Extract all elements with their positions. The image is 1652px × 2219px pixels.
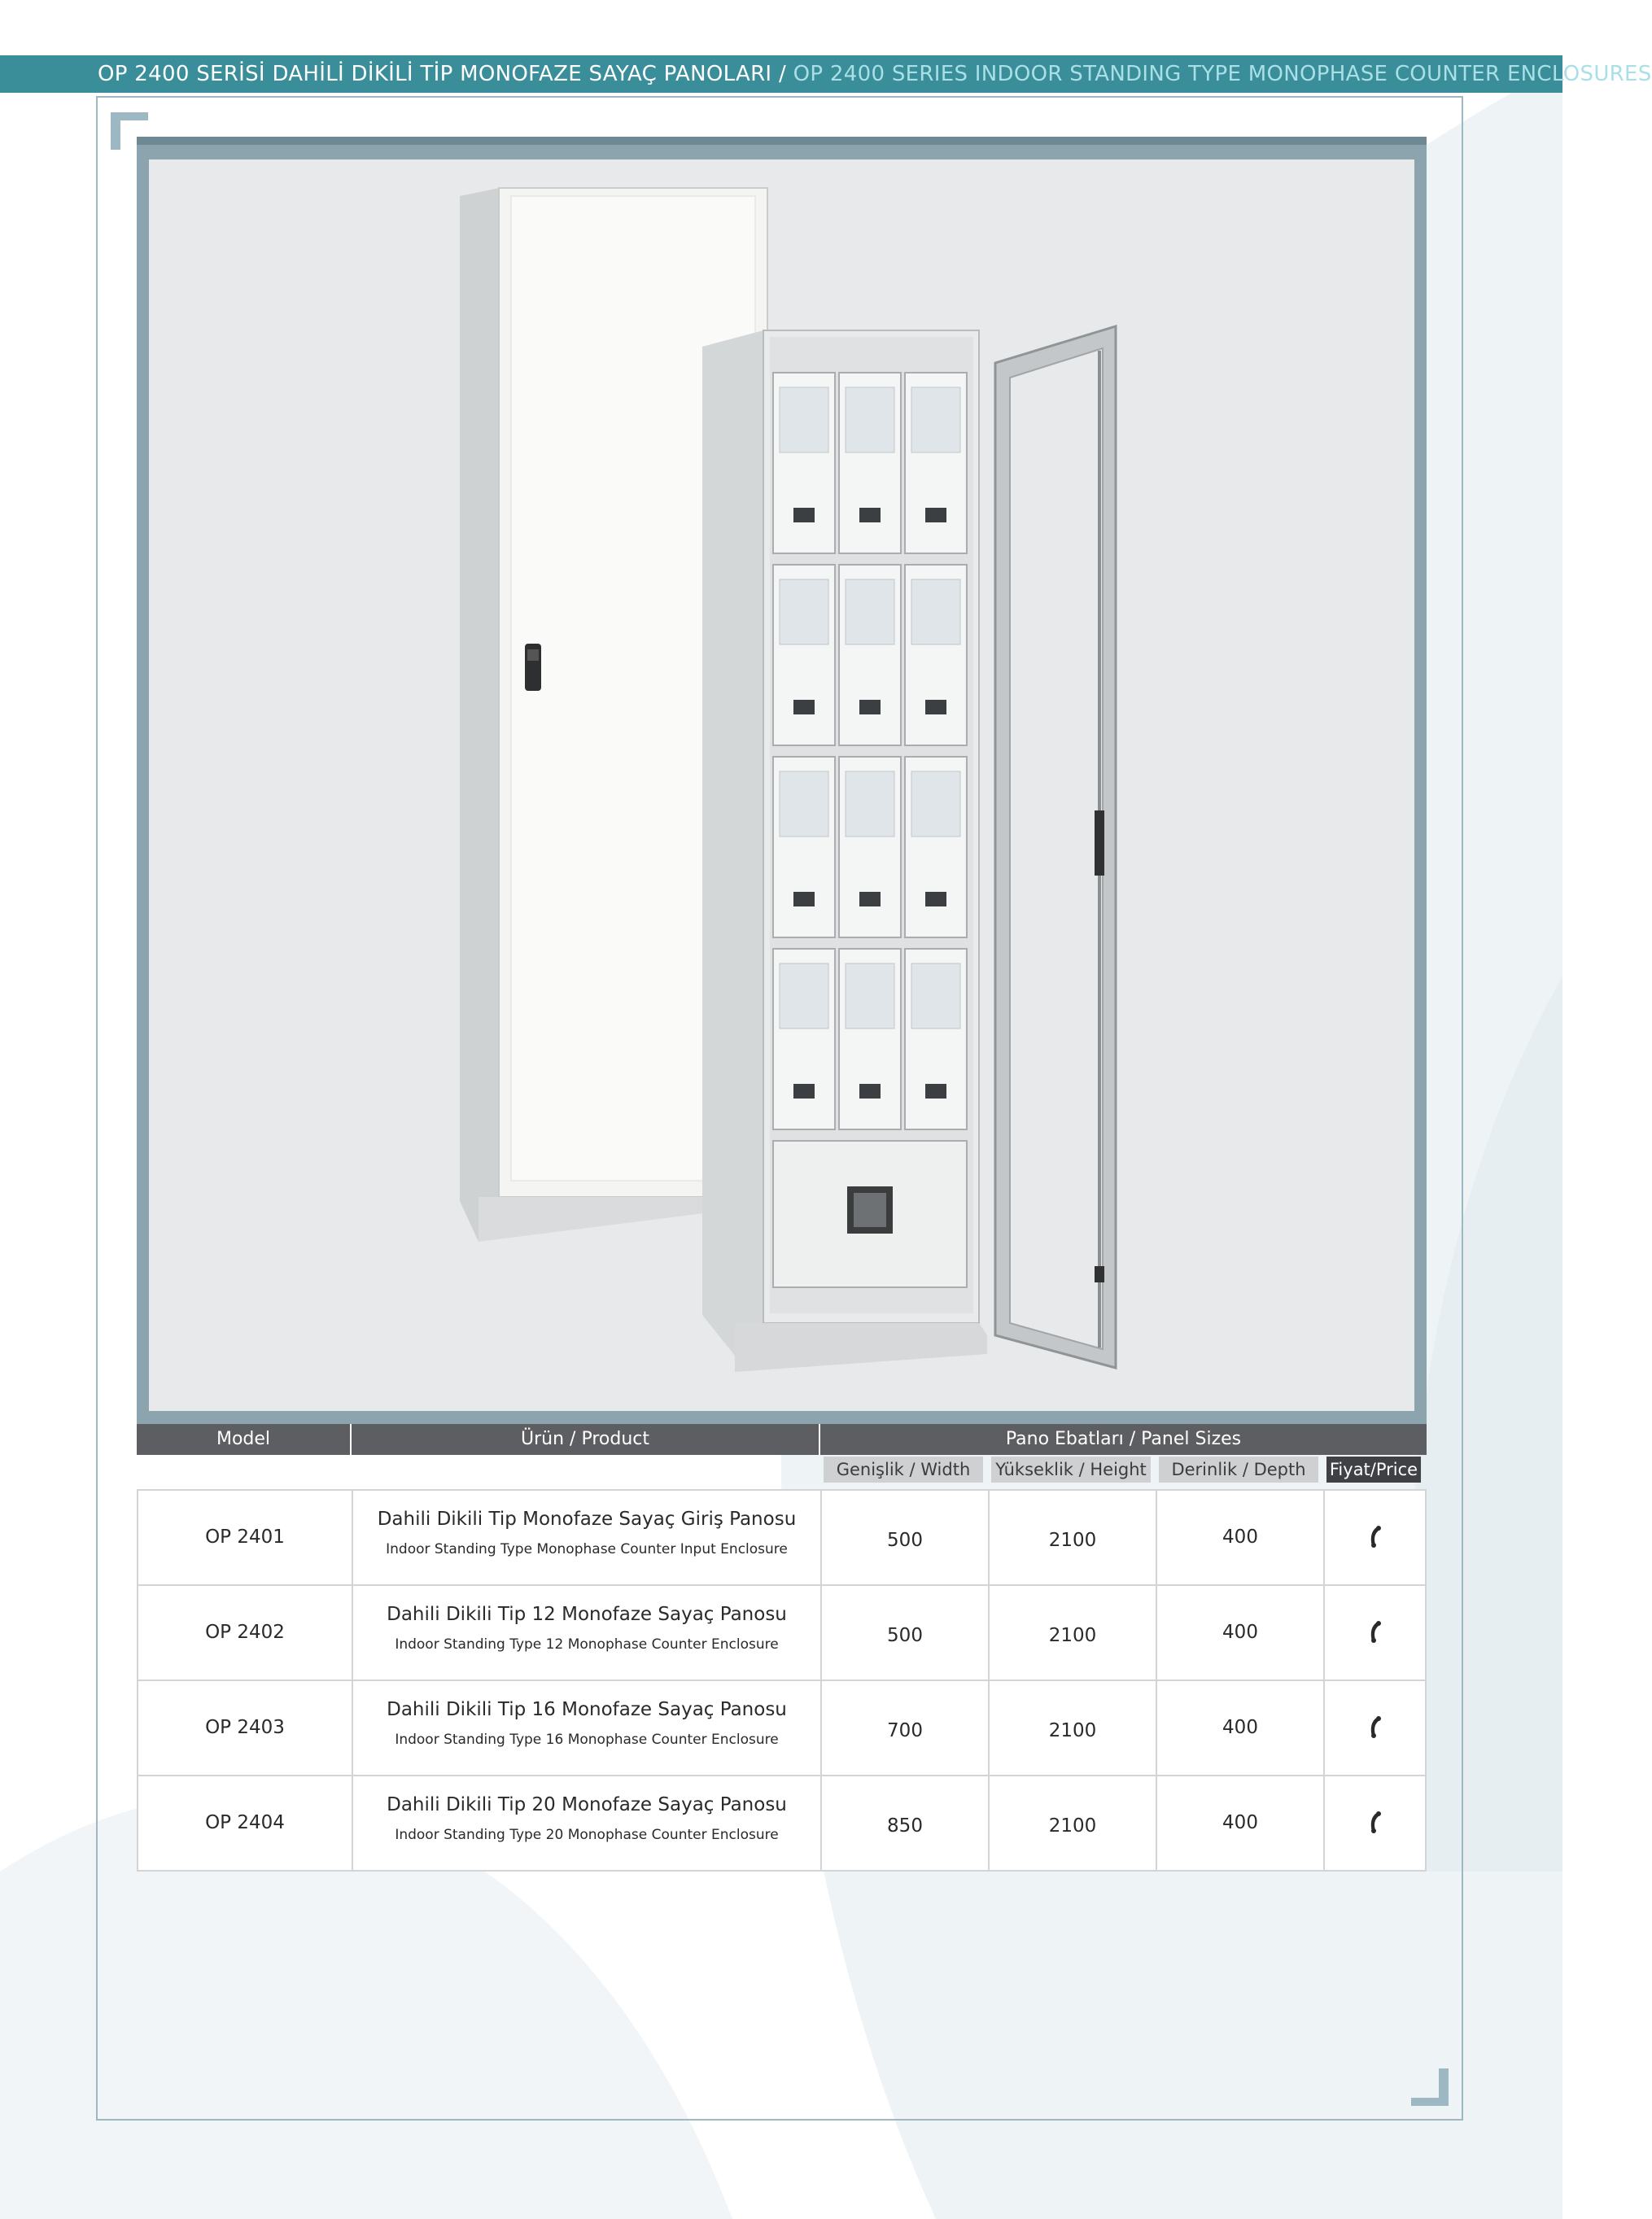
- product-name-tr: Dahili Dikili Tip 16 Monofaze Sayaç Panosu: [387, 1699, 787, 1720]
- title-separator: /: [771, 62, 793, 86]
- title-english: OP 2400 SERIES INDOOR STANDING TYPE MONOPHASE COUNTER ENCLOSURES: [793, 62, 1652, 86]
- depth-value: 400: [1222, 1812, 1258, 1833]
- height-value: 2100: [1048, 1815, 1097, 1837]
- header-panel-sizes: Pano Ebatları / Panel Sizes: [1005, 1429, 1242, 1449]
- title-turkish: OP 2400 SERİSİ DAHİLİ DİKİLİ TİP MONOFAZE SAYAÇ PANOLARI: [98, 62, 772, 86]
- table-row: [138, 1586, 1425, 1681]
- product-table: [137, 1489, 1427, 1872]
- page-title: [98, 55, 1652, 93]
- width-value: 700: [887, 1720, 923, 1741]
- table-row: [138, 1776, 1425, 1872]
- product-name-en: Indoor Standing Type 16 Monophase Counter Enclosure: [395, 1732, 779, 1748]
- product-name-tr: Dahili Dikili Tip 12 Monofaze Sayaç Panosu: [387, 1604, 787, 1625]
- enclosure-illustration: [149, 159, 1414, 1411]
- price-cell[interactable]: [1325, 1525, 1425, 1553]
- model-code: OP 2404: [205, 1812, 285, 1833]
- model-code: OP 2401: [205, 1527, 285, 1548]
- model-code: OP 2402: [205, 1622, 285, 1643]
- phone-icon[interactable]: [1367, 1811, 1383, 1835]
- product-name-en: Indoor Standing Type 20 Monophase Counter Enclosure: [395, 1827, 779, 1843]
- photo-frame-top-line: [137, 137, 1427, 145]
- open-door-image: [995, 326, 1116, 1368]
- model-code: OP 2403: [205, 1717, 285, 1738]
- header-depth: Derinlik / Depth: [1159, 1457, 1318, 1483]
- header-price: Fiyat/Price: [1326, 1457, 1421, 1483]
- width-value: 500: [887, 1530, 923, 1551]
- width-value: 850: [887, 1815, 923, 1837]
- price-cell[interactable]: [1325, 1811, 1425, 1838]
- phone-icon[interactable]: [1367, 1715, 1383, 1740]
- height-value: 2100: [1048, 1720, 1097, 1741]
- depth-value: 400: [1222, 1527, 1258, 1548]
- price-cell[interactable]: [1325, 1620, 1425, 1648]
- product-photo-frame: [137, 137, 1427, 1424]
- header-width: Genişlik / Width: [824, 1457, 983, 1483]
- table-header: [137, 1424, 1427, 1455]
- price-cell[interactable]: [1325, 1715, 1425, 1743]
- corner-bracket-top-left: [111, 112, 148, 150]
- product-name-en: Indoor Standing Type Monophase Counter Input Enclosure: [386, 1541, 788, 1557]
- page-header-bar: [0, 55, 1652, 93]
- header-model: Model: [216, 1429, 271, 1449]
- depth-value: 400: [1222, 1622, 1258, 1643]
- product-photo: [149, 159, 1414, 1411]
- table-row: [138, 1681, 1425, 1776]
- product-name-tr: Dahili Dikili Tip Monofaze Sayaç Giriş Panosu: [377, 1509, 797, 1530]
- depth-value: 400: [1222, 1717, 1258, 1738]
- phone-icon[interactable]: [1367, 1620, 1383, 1645]
- open-cabinet-image: [702, 330, 987, 1372]
- height-value: 2100: [1048, 1625, 1097, 1646]
- table-row: [138, 1491, 1425, 1586]
- phone-icon[interactable]: [1367, 1525, 1383, 1549]
- height-value: 2100: [1048, 1530, 1097, 1551]
- header-product: Ürün / Product: [521, 1429, 649, 1449]
- width-value: 500: [887, 1625, 923, 1646]
- header-height: Yükseklik / Height: [991, 1457, 1151, 1483]
- product-name-en: Indoor Standing Type 12 Monophase Counter Enclosure: [395, 1636, 779, 1653]
- product-name-tr: Dahili Dikili Tip 20 Monofaze Sayaç Panosu: [387, 1794, 787, 1815]
- corner-bracket-bottom-right: [1411, 2068, 1449, 2106]
